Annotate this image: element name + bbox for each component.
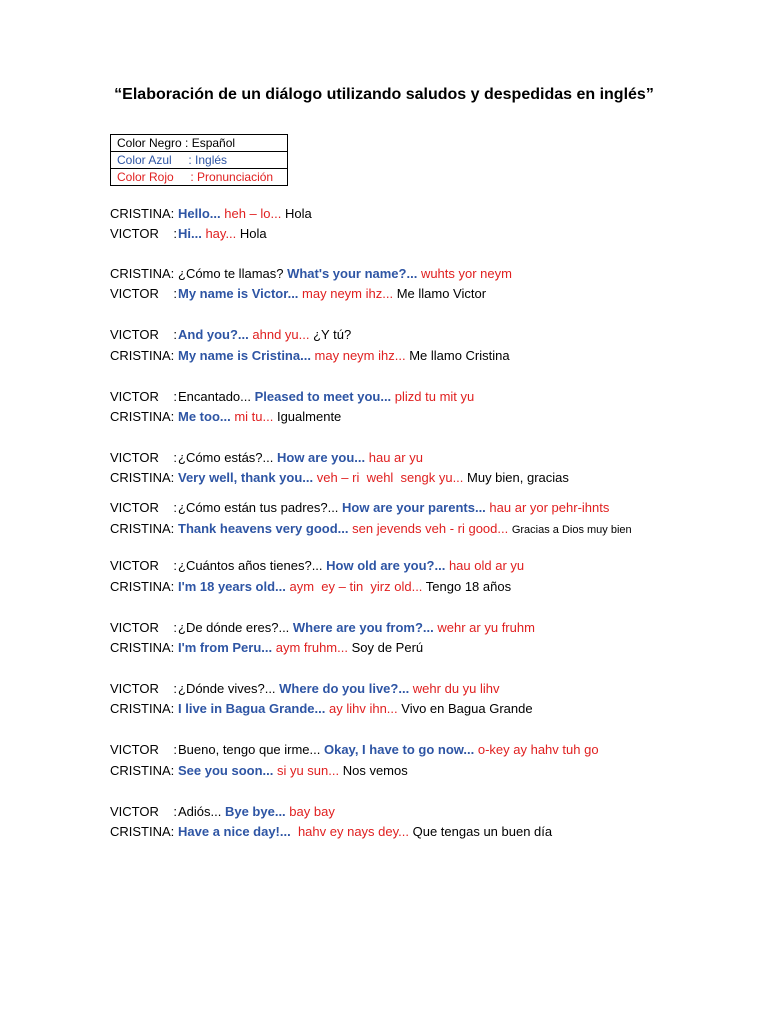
speaker-label: VICTOR : [110,742,177,757]
pronunciation-text: hahv ey nays dey... [297,824,413,839]
speaker-label: CRISTINA: [110,521,175,536]
dialogue-line [110,284,486,304]
pronunciation-text: aym ey – tin yirz old... [289,579,426,594]
dialogue-line [110,740,599,760]
spanish-text: ¿Cómo te llamas? [178,266,288,281]
dialogue-line [110,556,524,576]
spanish-text: Bueno, tengo que irme... [178,742,324,757]
spanish-text: Soy de Perú [351,640,424,655]
spanish-text: ¿Cómo están tus padres?... [178,500,343,515]
spanish-text: Encantado... [178,389,255,404]
english-text: What's your name?... [287,266,421,281]
dialogue-line [110,448,423,468]
speaker-label: CRISTINA: [110,348,175,363]
spanish-text: Hola [284,206,312,221]
spanish-text: Vivo en Bagua Grande [401,701,533,716]
speaker-label: CRISTINA: [110,470,175,485]
english-text: Where are you from?... [292,620,438,635]
english-text: See you soon... [178,763,277,778]
english-text: How are your parents... [342,500,490,515]
pronunciation-text: plizd tu mit yu [394,389,475,404]
speaker-label: VICTOR : [110,327,177,342]
spanish-text: Tengo 18 años [425,579,512,594]
legend-row-black [111,135,288,152]
spanish-text: Nos vemos [342,763,408,778]
legend-label-red: Color Rojo : Pronunciación [111,169,288,186]
spanish-text: Me llamo Victor [396,286,487,301]
speaker-label: CRISTINA: [110,266,175,281]
pronunciation-text: may neym ihz... [314,348,410,363]
spanish-text: ¿Dónde vives?... [178,681,280,696]
spanish-text: Hola [239,226,267,241]
dialogue-line [110,519,632,539]
speaker-label: CRISTINA: [110,763,175,778]
pronunciation-text: sen jevends veh - ri good... [352,521,512,536]
speaker-label: VICTOR : [110,450,177,465]
english-text: Thank heavens very good... [178,521,353,536]
pronunciation-text: wehr du yu lihv [412,681,500,696]
spanish-text: ¿Cómo estás?... [178,450,277,465]
dialogue-line [110,325,351,345]
dialogue-line [110,224,267,244]
pronunciation-text: hau ar yor pehr-ihnts [489,500,610,515]
speaker-label: VICTOR : [110,286,177,301]
document-title: “Elaboración de un diálogo utilizando saludos y despedidas en inglés” [114,86,654,103]
speaker-label: CRISTINA: [110,640,175,655]
speaker-label: CRISTINA: [110,409,175,424]
spanish-text: ¿De dónde eres?... [178,620,293,635]
pronunciation-text: wehr ar yu fruhm [437,620,535,635]
spanish-text: Adiós... [178,804,225,819]
pronunciation-text: bay bay [289,804,335,819]
pronunciation-text: mi tu... [234,409,277,424]
english-text: Have a nice day!... [178,824,298,839]
pronunciation-text: ahnd yu... [252,327,314,342]
legend-row-red [111,169,288,186]
dialogue-line [110,346,510,366]
spanish-text: Igualmente [276,409,342,424]
color-legend [110,134,288,186]
pronunciation-text: ay lihv ihn... [329,701,402,716]
legend-label-blue: Color Azul : Inglés [111,152,288,169]
english-text: How old are you?... [326,558,449,573]
speaker-label: VICTOR : [110,389,177,404]
speaker-label: CRISTINA: [110,206,175,221]
spanish-text: Muy bien, gracias [467,470,569,485]
pronunciation-text: veh – ri wehl sengk yu... [316,470,468,485]
dialogue-line [110,679,500,699]
speaker-label: VICTOR : [110,500,177,515]
speaker-label: VICTOR : [110,804,177,819]
speaker-label: CRISTINA: [110,701,175,716]
dialogue-line [110,761,408,781]
spanish-text: ¿Y tú? [313,327,352,342]
legend-label-black: Color Negro : Español [111,135,288,152]
english-text: I'm from Peru... [178,640,276,655]
english-text: Where do you live?... [279,681,413,696]
english-text: Bye bye... [224,804,290,819]
english-text: I live in Bagua Grande... [178,701,329,716]
english-text: Hi... [178,226,206,241]
spanish-text: Gracias a Dios muy bien [511,524,632,536]
dialogue-line [110,264,512,284]
legend-row-blue [111,152,288,169]
english-text: Very well, thank you... [178,470,317,485]
dialogue-line [110,387,474,407]
english-text: Me too... [178,409,235,424]
speaker-label: VICTOR : [110,226,177,241]
pronunciation-text: hay... [205,226,240,241]
pronunciation-text: o-key ay hahv tuh go [477,742,599,757]
speaker-label: VICTOR : [110,681,177,696]
dialogue-line [110,407,341,427]
english-text: I'm 18 years old... [178,579,290,594]
pronunciation-text: hau ar yu [368,450,423,465]
dialogue-line [110,618,535,638]
pronunciation-text: si yu sun... [276,763,343,778]
dialogue-line [110,699,533,719]
dialogue-line [110,498,609,518]
english-text: Hello... [178,206,225,221]
pronunciation-text: heh – lo... [224,206,285,221]
english-text: Pleased to meet you... [254,389,395,404]
pronunciation-text: wuhts yor neym [420,266,512,281]
dialogue-line [110,638,423,658]
dialogue-line [110,822,552,842]
spanish-text: ¿Cuántos años tienes?... [178,558,327,573]
speaker-label: VICTOR : [110,620,177,635]
pronunciation-text: hau old ar yu [448,558,525,573]
spanish-text: Que tengas un buen día [412,824,553,839]
pronunciation-text: aym fruhm... [275,640,352,655]
dialogue-line [110,468,569,488]
english-text: How are you... [276,450,369,465]
english-text: My name is Victor... [178,286,303,301]
english-text: My name is Cristina... [178,348,315,363]
pronunciation-text: may neym ihz... [302,286,397,301]
dialogue-line [110,577,511,597]
english-text: And you?... [178,327,253,342]
dialogue-line [110,204,312,224]
speaker-label: VICTOR : [110,558,177,573]
speaker-label: CRISTINA: [110,579,175,594]
dialogue-line [110,802,335,822]
spanish-text: Me llamo Cristina [409,348,510,363]
speaker-label: CRISTINA: [110,824,175,839]
english-text: Okay, I have to go now... [323,742,478,757]
